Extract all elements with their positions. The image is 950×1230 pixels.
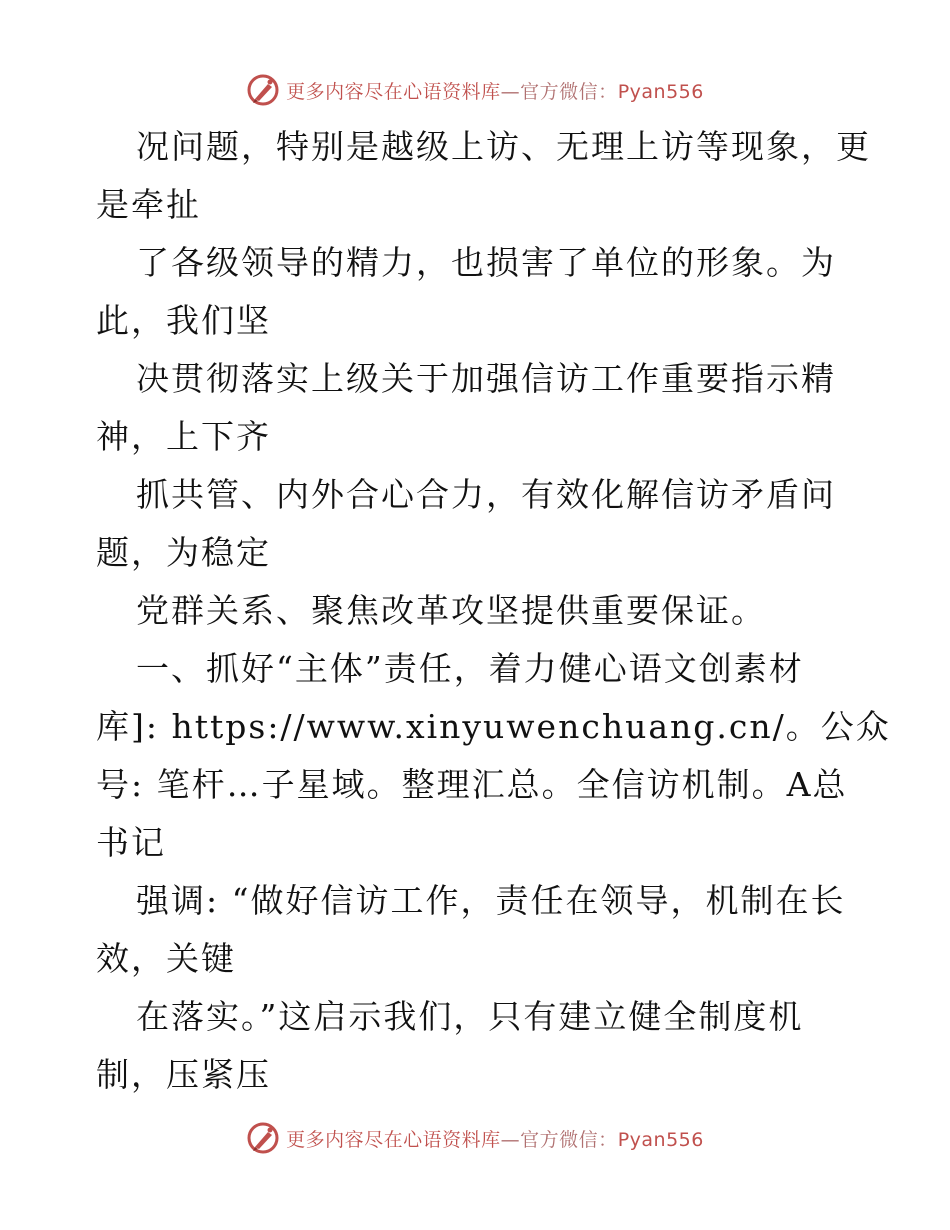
text-line: 题，为稳定 bbox=[96, 533, 271, 572]
text-line: 强调: “做好信访工作，责任在领导，机制在长 bbox=[136, 881, 846, 920]
text-line: 抓共管、内外合心合力，有效化解信访矛盾问 bbox=[136, 475, 836, 514]
text-line: 库]: https://www.xinyuwenchuang.cn/。公众 bbox=[96, 707, 891, 746]
text-line: 号: 笔杆…子星域。整理汇总。全信访机制。A总 bbox=[96, 765, 848, 804]
text-line: 在落实。”这启示我们，只有建立健全制度机 bbox=[136, 997, 804, 1036]
text-line: 一、抓好“主体”责任，着力健心语文创素材 bbox=[136, 649, 804, 688]
text-line: 书记 bbox=[96, 823, 166, 862]
text-line: 是牵扯 bbox=[96, 185, 201, 224]
pen-logo-icon bbox=[246, 1121, 280, 1155]
header-banner-wechat-label: 官方微信： bbox=[520, 80, 618, 103]
header-banner-dash: — bbox=[500, 80, 521, 103]
footer-banner bbox=[0, 1118, 950, 1158]
footer-banner-title: 更多内容尽在心语资料库 bbox=[286, 1128, 501, 1151]
text-line: 制，压紧压 bbox=[96, 1055, 271, 1094]
text-line: 此，我们坚 bbox=[96, 301, 271, 340]
header-banner-text bbox=[286, 77, 704, 104]
footer-banner-dash: — bbox=[500, 1128, 521, 1151]
header-banner-title: 更多内容尽在心语资料库 bbox=[286, 80, 501, 103]
footer-banner-text bbox=[286, 1125, 704, 1152]
footer-banner-handle: Pyan556 bbox=[617, 1128, 704, 1151]
text-line: 神，上下齐 bbox=[96, 417, 271, 456]
footer-banner-wechat-label: 官方微信： bbox=[520, 1128, 618, 1151]
text-line: 了各级领导的精力，也损害了单位的形象。为 bbox=[136, 243, 836, 282]
header-banner bbox=[0, 70, 950, 110]
document-body bbox=[96, 118, 891, 1104]
text-line: 况问题，特别是越级上访、无理上访等现象，更 bbox=[136, 127, 871, 166]
text-line: 决贯彻落实上级关于加强信访工作重要指示精 bbox=[136, 359, 836, 398]
text-line: 效，关键 bbox=[96, 939, 236, 978]
text-line: 党群关系、聚焦改革攻坚提供重要保证。 bbox=[136, 591, 766, 630]
pen-logo-icon bbox=[246, 73, 280, 107]
header-banner-handle: Pyan556 bbox=[617, 80, 704, 103]
